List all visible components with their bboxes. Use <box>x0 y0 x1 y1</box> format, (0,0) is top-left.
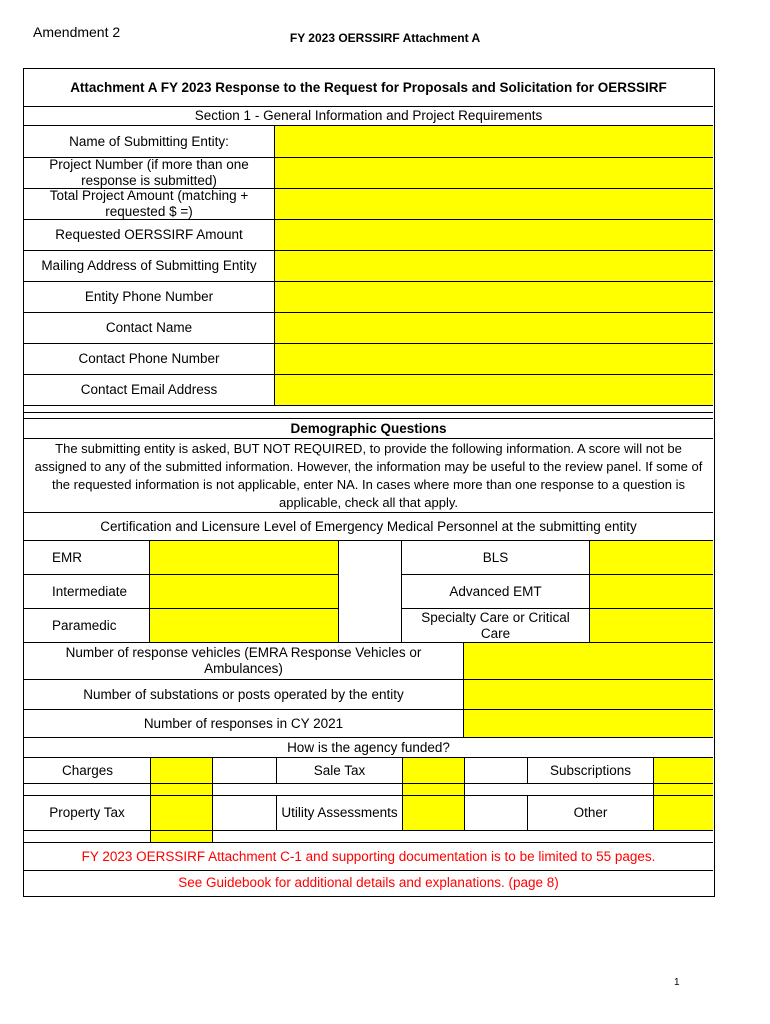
demographics-heading: Demographic Questions <box>24 418 713 438</box>
level-label-paramedic: Paramedic <box>24 608 150 642</box>
level-label-specialty-care: Specialty Care or Critical Care <box>402 608 590 642</box>
spacer-row <box>24 783 150 795</box>
input-responses-cy2021[interactable] <box>464 709 713 737</box>
field-label-requested-amount: Requested OERSSIRF Amount <box>24 219 275 250</box>
empty-cell <box>339 608 402 642</box>
input-contact-phone[interactable] <box>275 343 713 374</box>
level-label-bls: BLS <box>402 540 590 574</box>
input-level-paramedic[interactable] <box>150 608 339 642</box>
spacer-row <box>24 405 713 412</box>
spacer-row <box>213 830 713 842</box>
input-response-vehicles[interactable] <box>464 642 713 679</box>
question-substations: Number of substations or posts operated by the entity <box>24 679 464 709</box>
level-label-advanced-emt: Advanced EMT <box>402 574 590 608</box>
field-label-entity-phone: Entity Phone Number <box>24 281 275 312</box>
funding-label-utility-assessments: Utility Assessments <box>276 795 402 830</box>
empty-cell <box>213 757 276 783</box>
funding-heading: How is the agency funded? <box>24 737 713 757</box>
input-requested-amount[interactable] <box>275 219 713 250</box>
input-level-specialty-care[interactable] <box>590 608 713 642</box>
input-total-amount[interactable] <box>275 188 713 219</box>
attachment-form <box>23 68 715 897</box>
funding-label-other: Other <box>527 795 653 830</box>
highlight-strip <box>150 783 213 795</box>
level-label-intermediate: Intermediate <box>24 574 150 608</box>
field-label-entity-name: Name of Submitting Entity: <box>24 125 275 157</box>
spacer-row <box>213 783 402 795</box>
guidebook-note: See Guidebook for additional details and explanations. (page 8) <box>24 870 713 895</box>
input-contact-email[interactable] <box>275 374 713 405</box>
level-label-emr: EMR <box>24 540 150 574</box>
funding-label-property-tax: Property Tax <box>24 795 150 830</box>
field-label-project-number: Project Number (if more than one response is submitted) <box>24 157 275 188</box>
input-entity-name[interactable] <box>275 125 713 157</box>
highlight-strip <box>150 830 213 842</box>
input-mailing-address[interactable] <box>275 250 713 281</box>
demographics-intro: The submitting entity is asked, BUT NOT REQUIRED, to provide the following information. A score will not be assigned to any of the submitted information. However, the information may be useful to the review panel. If some of the requested information is not applicable, enter NA. In cases where more than one response to a question is applicable, check all that apply. <box>24 438 713 512</box>
empty-cell <box>213 795 276 830</box>
funding-label-charges: Charges <box>24 757 150 783</box>
input-entity-phone[interactable] <box>275 281 713 312</box>
field-label-contact-email: Contact Email Address <box>24 374 275 405</box>
highlight-strip <box>653 783 713 795</box>
checkbox-sale-tax[interactable] <box>402 757 465 783</box>
spacer-row <box>465 783 653 795</box>
funding-label-subscriptions: Subscriptions <box>527 757 653 783</box>
checkbox-utility-assessments[interactable] <box>402 795 465 830</box>
field-label-contact-phone: Contact Phone Number <box>24 343 275 374</box>
form-title: Attachment A FY 2023 Response to the Request for Proposals and Solicitation for OERSSIRF <box>70 79 667 95</box>
input-level-emr[interactable] <box>150 540 339 574</box>
checkbox-charges[interactable] <box>150 757 213 783</box>
funding-label-sale-tax: Sale Tax <box>276 757 402 783</box>
input-project-number[interactable] <box>275 157 713 188</box>
input-level-advanced-emt[interactable] <box>590 574 713 608</box>
document-title: FY 2023 OERSSIRF Attachment A <box>289 31 481 45</box>
highlight-strip <box>402 783 465 795</box>
empty-cell <box>339 574 402 608</box>
section1-heading: Section 1 - General Information and Project Requirements <box>24 106 713 125</box>
certification-heading: Certification and Licensure Level of Emergency Medical Personnel at the submitting entity <box>24 512 713 540</box>
field-label-total-amount: Total Project Amount (matching + requested $ =) <box>24 188 275 219</box>
input-substations[interactable] <box>464 679 713 709</box>
amendment-label: Amendment 2 <box>33 24 121 40</box>
spacer-row <box>24 830 150 842</box>
field-label-mailing-address: Mailing Address of Submitting Entity <box>24 250 275 281</box>
question-responses-cy2021: Number of responses in CY 2021 <box>24 709 464 737</box>
question-response-vehicles: Number of response vehicles (EMRA Response Vehicles or Ambulances) <box>24 642 464 679</box>
checkbox-subscriptions[interactable] <box>653 757 713 783</box>
empty-cell <box>465 795 527 830</box>
page-number: 1 <box>674 977 680 988</box>
empty-cell <box>339 540 402 574</box>
page-limit-note: FY 2023 OERSSIRF Attachment C-1 and supporting documentation is to be limited to 55 pages. <box>24 842 713 870</box>
checkbox-property-tax[interactable] <box>150 795 213 830</box>
input-contact-name[interactable] <box>275 312 713 343</box>
input-level-bls[interactable] <box>590 540 713 574</box>
empty-cell <box>465 757 527 783</box>
checkbox-other[interactable] <box>653 795 713 830</box>
field-label-contact-name: Contact Name <box>24 312 275 343</box>
input-level-intermediate[interactable] <box>150 574 339 608</box>
